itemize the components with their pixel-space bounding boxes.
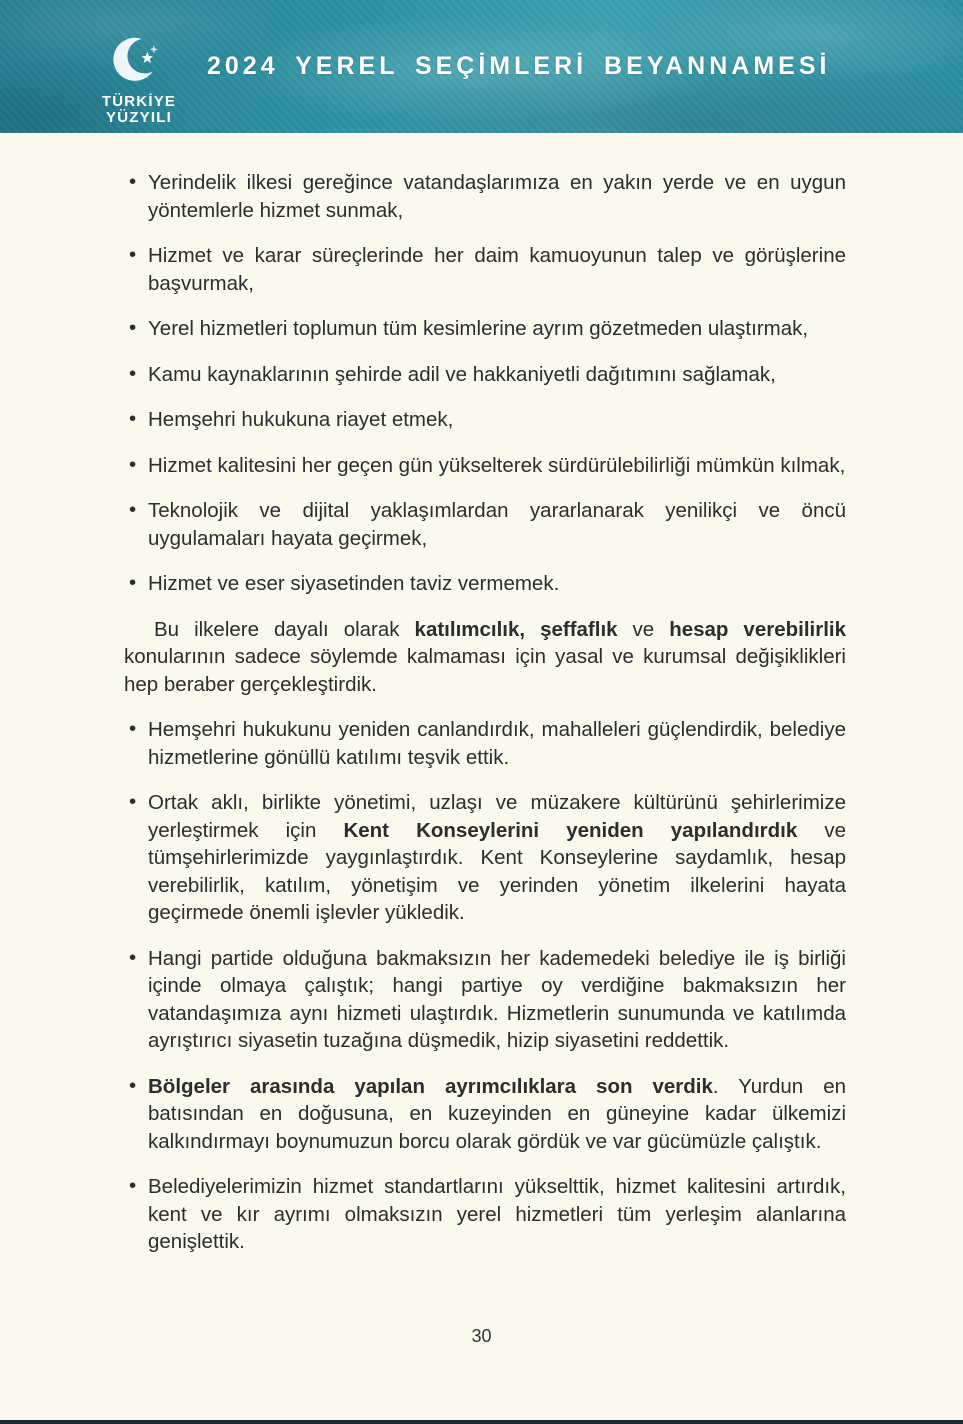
list-item <box>124 716 846 771</box>
bullet-marker: • <box>129 790 137 813</box>
list-item <box>124 406 846 434</box>
bullet-marker: • <box>129 170 137 193</box>
turkiye-yuzyili-logo <box>74 32 204 126</box>
bullet-marker: • <box>129 498 137 521</box>
list-item <box>124 570 846 598</box>
logo-text-line1: TÜRKİYE <box>101 93 177 110</box>
crescent-star-icon <box>109 32 169 90</box>
paragraph-text: Bu ilkelere dayalı olarak katılımcılık, şeffaflık ve hesap verebilirlik konularının sadece söylemde kalmaması için yasal ve kurumsal değişiklikleri hep beraber gerçekleştirdik. <box>124 617 846 696</box>
bullet-marker: • <box>129 243 137 266</box>
list-item <box>124 242 846 297</box>
bullet-marker: • <box>129 945 137 969</box>
list-item-text: Yerel hizmetleri toplumun tüm kesimlerine ayrım gözetmeden ulaştırmak, <box>148 317 809 340</box>
list-item <box>124 315 846 343</box>
list-item <box>124 945 846 1055</box>
list-item-text: Hizmet ve eser siyasetinden taviz vermemek. <box>148 572 560 595</box>
bullet-marker: • <box>129 717 137 740</box>
page-bottom-border <box>0 1420 963 1424</box>
list-item-text: Hizmet kalitesini her geçen gün yükselterek sürdürülebilirliği mümkün kılmak, <box>148 453 846 477</box>
content-blocks <box>124 133 846 1274</box>
list-item-text: Yerindelik ilkesi gereğince vatandaşlarımıza en yakın yerde ve en uygun yöntemlerle hizmet sunmak, <box>148 171 846 222</box>
list-item <box>124 452 846 480</box>
paragraph <box>124 616 846 699</box>
list-item-text: Bölgeler arasında yapılan ayrımcılıklara son verdik. Yurdun en batısından en doğusuna, en kuzeyinden en güneyine kadar ülkemizi kalkındırmayı boynumuzun borcu olarak gördük ve var gücümüzle çalıştık. <box>148 1074 846 1153</box>
logo-text-line2: YÜZYILI <box>106 109 172 126</box>
page-number: 30 <box>471 1326 492 1346</box>
page-header <box>0 0 963 133</box>
list-item-text: Hemşehri hukukuna riayet etmek, <box>148 408 454 431</box>
list-item-text: Ortak aklı, birlikte yönetimi, uzlaşı ve müzakere kültürünü şehirlerimize yerleştirmek için Kent Konseylerini yeniden yapılandırdık ve tümşehirlerimizde yaygınlaştırdık. Kent Konseylerine saydamlık, hesap verebilirlik, katılım, yönetişim ve yerinden yönetim ilkelerini hayata geçirmede önemli işlevler yükledik. <box>148 791 846 924</box>
list-item-text: Belediyelerimizin hizmet standartlarını yükselttik, hizmet kalitesini artırdık, kent ve kır ayrımı olmaksızın yerel hizmetleri tüm yerleşim alanlarına genişlettik. <box>148 1175 846 1253</box>
bullet-marker: • <box>129 452 137 476</box>
list-item-text: Hemşehri hukukunu yeniden canlandırdık, mahalleleri güçlendirdik, belediye hizmetlerine gönüllü katılımı teşvik ettik. <box>148 718 846 769</box>
bullet-marker: • <box>129 1174 137 1197</box>
list-item-text: Teknolojik ve dijital yaklaşımlardan yararlanarak yenilikçi ve öncü uygulamaları hayata geçirmek, <box>148 499 846 550</box>
list-item <box>124 1173 846 1256</box>
bullet-marker: • <box>129 316 137 339</box>
list-item <box>124 1073 846 1156</box>
bullet-marker: • <box>129 571 137 594</box>
list-item <box>124 361 846 389</box>
list-item <box>124 789 846 927</box>
list-item <box>124 169 846 224</box>
list-item-text: Kamu kaynaklarının şehirde adil ve hakkaniyetli dağıtımını sağlamak, <box>148 362 776 386</box>
list-item <box>124 497 846 552</box>
list-item-text: Hizmet ve karar süreçlerinde her daim kamuoyunun talep ve görüşlerine başvurmak, <box>148 244 846 295</box>
bullet-marker: • <box>129 1073 137 1097</box>
page-title: 2024 YEREL SEÇİMLERİ BEYANNAMESİ <box>207 52 831 80</box>
bullet-marker: • <box>129 361 137 385</box>
list-item-text: Hangi partide olduğuna bakmaksızın her kademedeki belediye ile iş birliği içinde olmaya çalıştık; hangi partiye oy verdiğine bakmaksızın her vatandaşımıza aynı hizmeti ulaştırdık. Hizmetlerin sunumunda ve katılımda ayrıştırıcı siyasetin tuzağına düşmedik, hizip siyasetini reddettik. <box>148 946 846 1052</box>
bullet-marker: • <box>129 407 137 430</box>
